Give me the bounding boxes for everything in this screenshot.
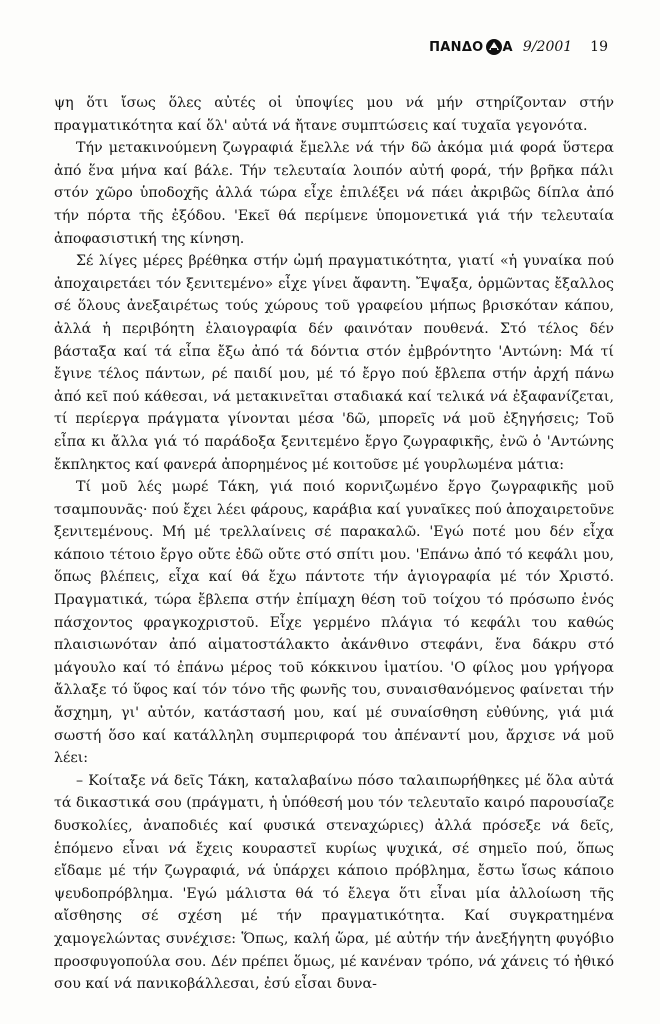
masthead-left-text: ΠΑΝΔΟ: [429, 39, 484, 55]
masthead-right-text: Α: [502, 39, 513, 55]
page-number: 19: [590, 39, 608, 55]
masthead: [429, 38, 513, 56]
paragraph-5: – Κοίταξε νά δεῖς Τάκη, καταλαβαίνω πόσο ταλαιπωρήθηκες μέ ὅλα αὐτά τά δικαστικά σου (πράγματι, ἡ ὑπόθεσή μου τόν τελευταῖο καιρό παρουσίαζε δυσκολίες, ἀναποδιές καί φυσικά στεναχώριες) ἀλλά πρόσεξε νά δεῖς, ἑπόμενο εἶναι νά ἔχεις κουραστεῖ κυρίως ψυχικά, σέ σημεῖο πού, ὅπως εἴδαμε μέ τήν ζωγραφιά, νά ὑπάρχει κάποιο πρόβλημα, ἔστω ἴσως κάποιο ψευδοπρόβλημα. 'Εγώ μάλιστα θά τό ἔλεγα ὅτι εἶναι μία ἀλλοίωση τῆς αἴσθησης σέ σχέση μέ τήν πραγματικότητα. Καί συγκρατημένα χαμογελώντας συνέχισε: Ὅπως, καλή ὥρα, μέ αὐτήν τήν ἀνεξήγητη φυγόβιο προσφυγοπούλα σου. Δέν πρέπει ὅμως, μέ κανέναν τρόπο, νά χάνεις τό ἠθικό σου καί νά πανικοβάλλεσαι, ἐσύ εἶσαι δυνα-: [54, 772, 614, 993]
paragraph-4: Τί μοῦ λές μωρέ Τάκη, γιά ποιό κορνιζωμένο ἔργο ζωγραφικῆς μοῦ τσαμπουνᾶς· πού ἔχει λέει φάρους, καράβια καί γυναῖκες πού ἀποχαιρετοῦνε ξενιτεμένους. Μή μέ τρελλαίνεις σέ παρακαλῶ. 'Εγώ ποτέ μου δέν εἶχα κάποιο τέτοιο ἔργο οὔτε ἐδῶ οὔτε στό σπίτι μου. 'Επάνω ἀπό τό κεφάλι μου, ὅπως βλέπεις, εἶχα καί θά ἔχω πάντοτε τήν ἁγιογραφία μέ τόν Χριστό. Πραγματικά, τώρα ἔβλεπα στήν ἐπίμαχη θέση τοῦ τοίχου τό πρόσωπο ἑνός πάσχοντος φραγκοχριστοῦ. Εἶχε γερμένο πλάγια τό κεφάλι του καθώς πλαισιωνόταν ἀπό αἱματοστάλακτο ἀκάνθινο στεφάνι, ἕνα δάκρυ στό μάγουλο καί τό ἐπάνω μέρος τοῦ κόκκινου ἱματίου. 'Ο φίλος μου γρήγορα ἄλλαξε τό ὕφος καί τόν τόνο τῆς φωνῆς του, συναισθανόμενος φαίνεται τήν ἄσχημη, γι' αὐτόν, κατάστασή μου, καί μέ συναίσθηση εὐθύνης, γιά μιά σωστή ὅσο καί κατάλληλη συμπεριφορά του ἀπέναντί μου, ἄρχισε νά μοῦ λέει:: [54, 479, 614, 767]
article-body: [54, 92, 614, 996]
paragraph-3: Σέ λίγες μέρες βρέθηκα στήν ὠμή πραγματικότητα, γιατί «ἡ γυναίκα πού ἀποχαιρετάει τόν ξενιτεμένο» εἶχε γίνει ἄφαντη. Ἔψαξα, ὁρμῶντας ἔξαλλος σέ ὅλους ἀνεξαιρέτως τούς χώρους τοῦ γραφείου μήπως βρισκόταν κάπου, ἀλλά ἡ περιβόητη ἐλαιογραφία δέν φαινόταν πουθενά. Στό τέλος δέν βάσταξα καί τά εἶπα ἔξω ἀπό τά δόντια στόν ἐμβρόντητο 'Αντώνη: Μά τί ἔγινε τέλος πάντων, ρέ παιδί μου, μέ τό ἔργο πού ἔβλεπα στήν ἀρχή πάνω ἀπό κεῖ πού κάθεσαι, νά μετακινεῖται σταδιακά καί τελικά νά ἐξαφανίζεται, τί περίεργα πράγματα γίνονται μέσα 'δῶ, μπορεῖς νά μοῦ ἐξηγήσεις; Τοῦ εἶπα κι ἄλλα γιά τό παράδοξα ξενιτεμένο ἔργο ζωγραφικῆς, ἐνῶ ὁ 'Αντώνης ἔκπληκτος καί φανερά ἀπορημένος μέ κοιτοῦσε μέ γουρλωμένα μάτια:: [54, 253, 614, 473]
issue-number: 9/2001: [522, 39, 573, 55]
pandora-box-logo-icon: [485, 38, 503, 56]
paragraph-1: ψη ὅτι ἴσως ὅλες αὐτές οἱ ὑποψίες μου νά μήν στηρίζονταν στήν πραγματικότητα καί ὅλ' αὐτά νά ἤτανε συμπτώσεις καί τυχαῖα γεγονότα.: [54, 95, 614, 134]
running-header: [429, 38, 608, 56]
paragraph-2: Τήν μετακινούμενη ζωγραφιά ἔμελλε νά τήν δῶ ἀκόμα μιά φορά ὕστερα ἀπό ἕνα μήνα καί βάλε. Τήν τελευταία λοιπόν αὐτή φορά, τήν βρῆκα πάλι στόν χῶρο ὑποδοχῆς ἀλλά τώρα εἶχε ἐπιλέξει νά πάει ἀκριβῶς δίπλα ἀπό τήν πόρτα τῆς ἐξόδου. 'Εκεῖ θά περίμενε ὑπομονετικά γιά τήν τελευταία ἀποφασιστική της κίνηση.: [54, 140, 614, 247]
